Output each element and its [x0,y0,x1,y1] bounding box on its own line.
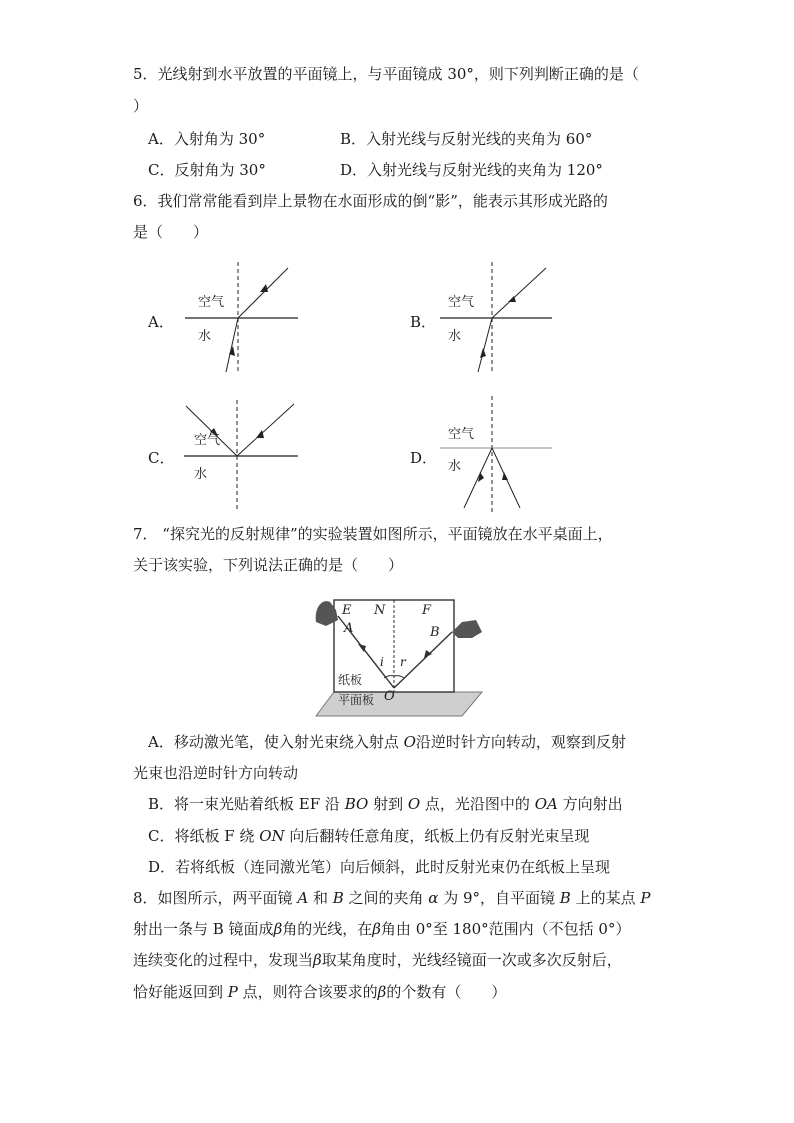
label-mirror: 平面板 [338,693,375,707]
q5-stem-line2: ） [133,97,149,115]
q8-stem-line2: 射出一条与 B 镜面成β角的光线，在β角由 0°至 180°范围内（不包括 0°） [133,920,631,938]
air-label: 空气 [448,427,475,442]
q8-stem-line1: 8．如图所示，两平面镜 A 和 B 之间的夹角 α 为 9°，自平面镜 B 上的某点 P [133,889,651,907]
air-label: 空气 [194,433,221,448]
water-label: 水 [194,467,208,482]
label-f: F [422,603,432,618]
q5-option-d: D．入射光线与反射光线的夹角为 120° [340,161,603,179]
ray-reflected [237,404,294,456]
air-label: 空气 [198,295,225,310]
q7-stem-line1: 7． “探究光的反射规律”的实验装置如图所示，平面镜放在水平桌面上， [133,525,613,543]
q8-stem-line3: 连续变化的过程中，发现当β取某角度时，光线经镜面一次或多次反射后， [133,951,622,969]
q6-fig-a-label: A． [148,313,174,331]
q6-fig-c-label: C． [148,449,175,467]
arrow-head [480,348,486,358]
q6-figure-d [440,396,560,512]
ray-water [478,318,492,372]
ray-water [226,318,238,372]
q5-option-c: C．反射角为 30° [148,161,266,179]
q7-option-a-line2: 光束也沿逆时针方向转动 [133,764,299,782]
q5-stem-line1: 5．光线射到水平放置的平面镜上，与平面镜成 30°，则下列判断正确的是（ [133,65,639,83]
label-a: A [344,621,354,636]
q5-option-b: B．入射光线与反射光线的夹角为 60° [340,130,593,148]
q6-stem-line1: 6．我们常常能看到岸上景物在水面形成的倒“影”，能表示其形成光路的 [133,192,608,210]
label-paper-board: 纸板 [338,673,363,687]
arrow-head [502,472,508,480]
q6-stem-line2: 是（ ） [133,223,209,241]
q7-option-c: C．将纸板 F 绕 ON 向后翻转任意角度，纸板上仍有反射光束呈现 [148,827,590,845]
water-label: 水 [448,329,462,344]
ray-air [238,268,288,318]
ray-left [464,448,492,508]
q5-option-a: A．入射角为 30° [148,130,266,148]
label-b: B [430,625,440,640]
laser-pen-right-icon [452,620,482,638]
label-i: i [380,655,384,669]
q7-option-a-line1: A．移动激光笔，使入射光束绕入射点 O沿逆时针方向转动，观察到反射 [148,733,626,751]
air-label: 空气 [448,295,475,310]
label-o: O [384,689,395,704]
arrow-head [256,430,264,438]
q6-fig-d-label: D． [410,449,438,467]
q8-stem-line4: 恰好能返回到 P 点，则符合该要求的β的个数有（ ） [133,983,507,1001]
label-n: N [374,603,386,618]
ray-air [492,268,546,318]
q7-figure [312,592,488,718]
water-label: 水 [448,459,462,474]
q6-figure-a [180,262,300,374]
q7-option-d: D．若将纸板（连同激光笔）向后倾斜，此时反射光束仍在纸板上呈现 [148,858,611,876]
water-label: 水 [198,329,212,344]
q6-figure-b [440,262,560,374]
label-e: E [342,603,352,618]
q7-stem-line2: 关于该实验，下列说法正确的是（ ） [133,556,404,574]
arrow-head [260,284,268,292]
q6-figure-c [180,400,300,512]
q7-option-b: B．将一束光贴着纸板 EF 沿 BO 射到 O 点，光沿图中的 OA 方向射出 [148,795,623,813]
q6-fig-b-label: B． [410,313,437,331]
label-r: r [400,655,406,669]
